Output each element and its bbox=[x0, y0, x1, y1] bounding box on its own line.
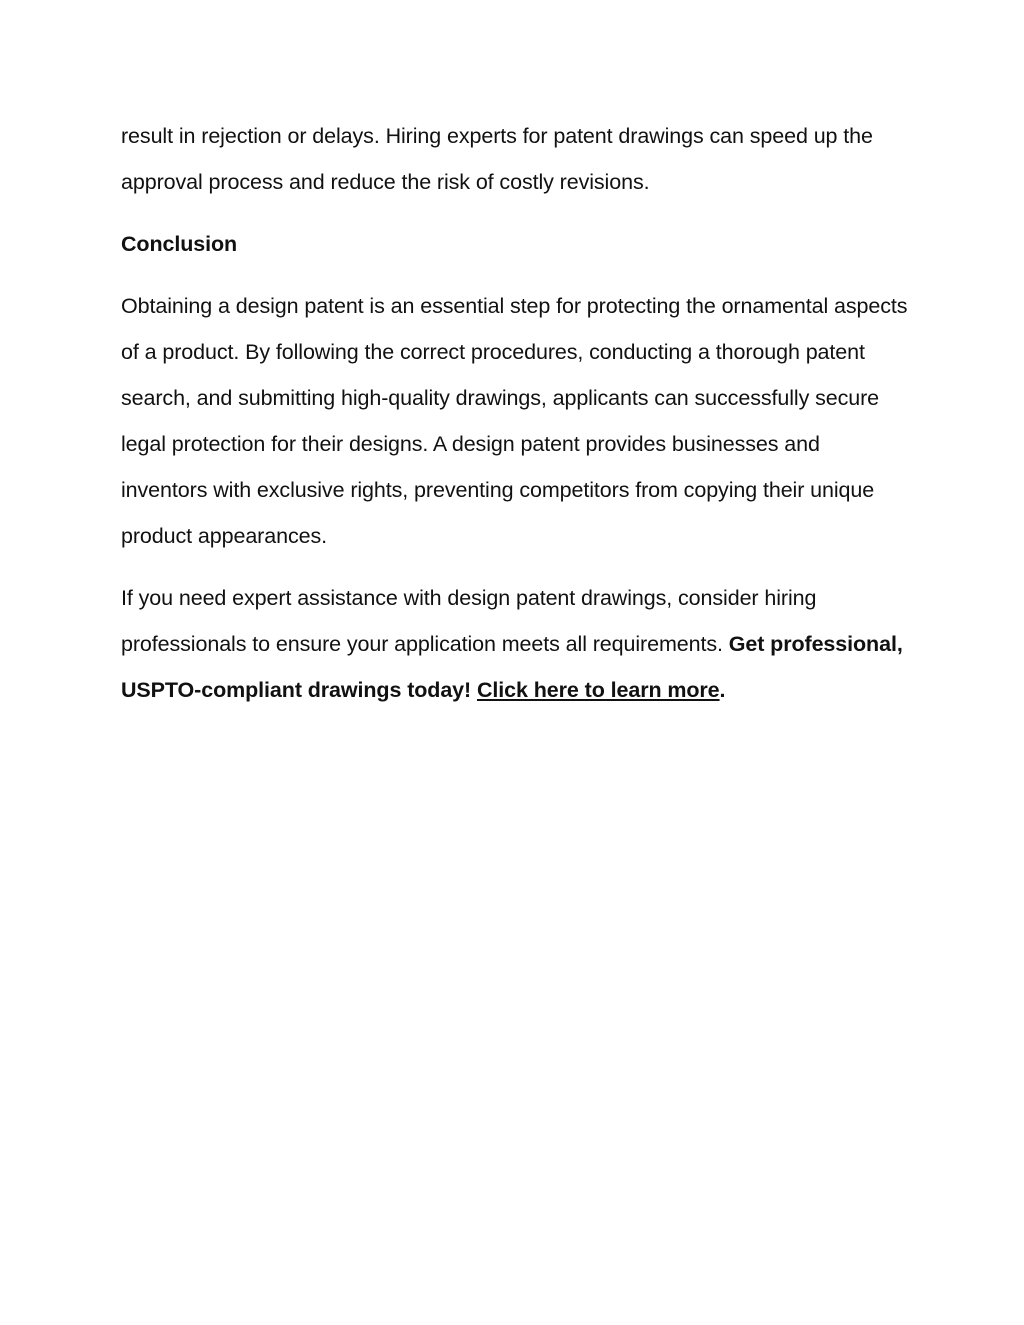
cta-paragraph-text: If you need expert assistance with design patent drawings, consider hiring professionals to ensure your application meets all requirements. bbox=[121, 586, 817, 656]
continuation-paragraph: result in rejection or delays. Hiring experts for patent drawings can speed up the approval process and reduce the risk of costly revisions. bbox=[121, 124, 873, 194]
cta-trailing-period: . bbox=[719, 678, 726, 702]
cta-bold-text: Get professional, USPTO-compliant drawings today! bbox=[121, 632, 903, 702]
cta-paragraph bbox=[121, 575, 911, 713]
section-heading-conclusion: Conclusion bbox=[121, 232, 238, 256]
learn-more-link[interactable]: Click here to learn more bbox=[476, 678, 720, 702]
document-content bbox=[121, 113, 911, 729]
conclusion-paragraph: Obtaining a design patent is an essential step for protecting the ornamental aspects of a product. By following the correct procedures, conducting a thorough patent search, and submitting high-quality drawings, applicants can successfully secure legal protection for their designs. A design patent provides businesses and inventors with exclusive rights, preventing competitors from copying their unique product appearances. bbox=[121, 294, 908, 548]
